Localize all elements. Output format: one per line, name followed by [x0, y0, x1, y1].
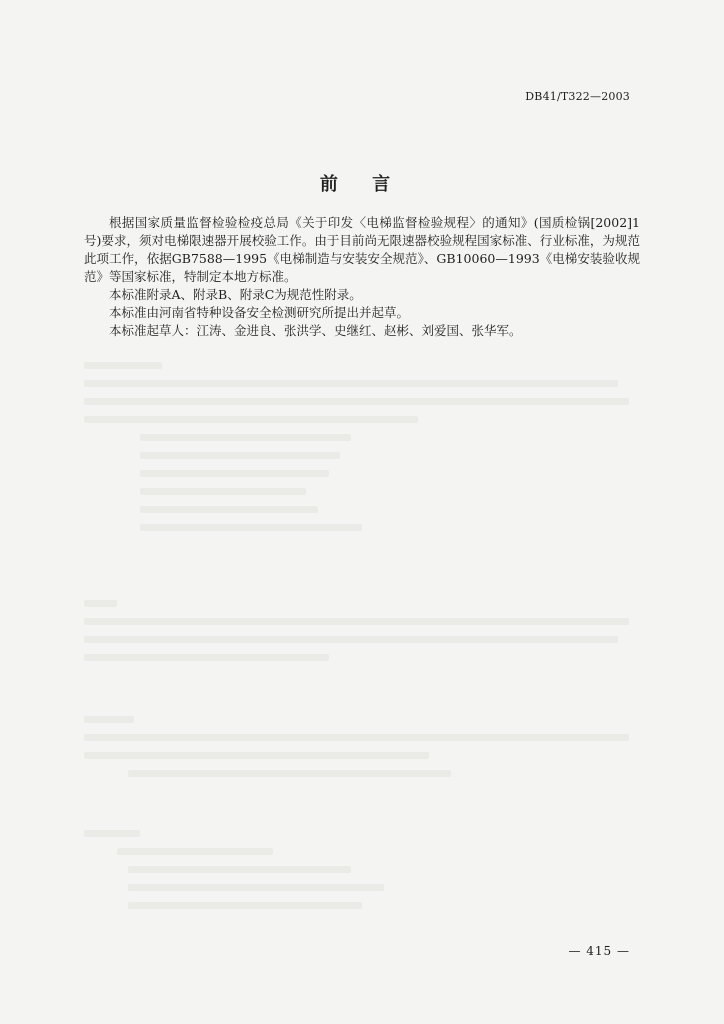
- paragraph-intro: 根据国家质量监督检验检疫总局《关于印发〈电梯监督检验规程〉的通知》(国质检锅[2002]1号)要求，须对电梯限速器开展校验工作。由于目前尚无限速器校验规程国家标准、行业标准，为规范此项工作，依据GB7588—1995《电梯制造与安装安全规范》、GB10060—1993《电梯安装验收规范》等国家标准，特制定本地方标准。: [84, 215, 640, 284]
- bleed-through-block-3: [84, 716, 640, 788]
- bleed-through-block-1: [84, 362, 640, 542]
- page-number: — 415 —: [568, 944, 630, 958]
- paragraph-appendix: 本标准附录A、附录B、附录C为规范性附录。: [109, 287, 362, 302]
- paragraph-drafters: 本标准起草人：江涛、金进良、张洪学、史继红、赵彬、刘爱国、张华军。: [109, 323, 522, 338]
- paragraph-proposer: 本标准由河南省特种设备安全检测研究所提出并起草。: [109, 305, 410, 320]
- page-title: 前 言: [319, 174, 405, 195]
- bleed-through-block-2: [84, 600, 640, 672]
- standard-code: DB41/T322—2003: [525, 90, 630, 103]
- preface-body: [84, 214, 640, 340]
- bleed-through-block-4: [84, 830, 640, 920]
